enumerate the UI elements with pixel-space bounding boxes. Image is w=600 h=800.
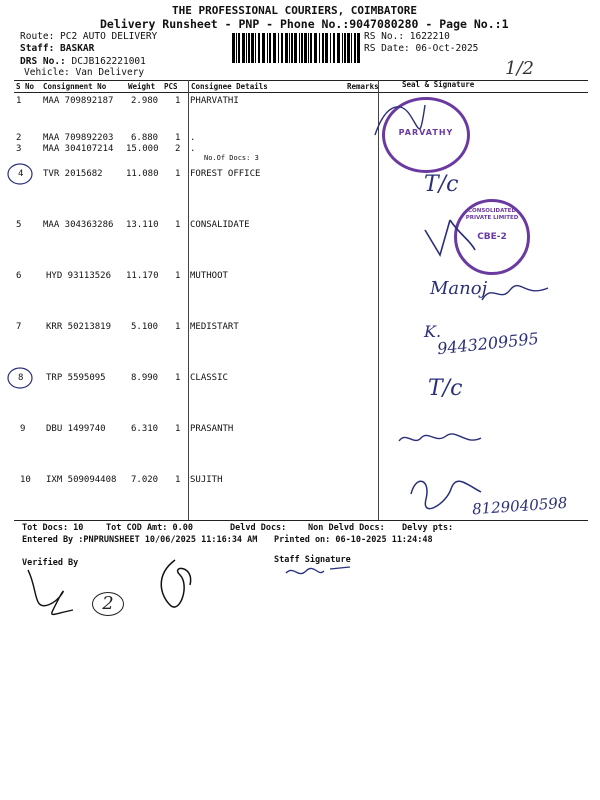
row-pcs: 1 bbox=[175, 133, 181, 143]
handwritten-phone-row7: 9443209595 bbox=[436, 328, 540, 359]
barcode-bar bbox=[289, 33, 290, 63]
row-weight: 2.980 bbox=[131, 96, 159, 106]
row-sno: 4 bbox=[18, 169, 24, 179]
row-pcs: 1 bbox=[175, 322, 181, 332]
company-title: THE PROFESSIONAL COURIERS, COIMBATORE bbox=[172, 4, 418, 17]
barcode-bar bbox=[291, 33, 293, 63]
entered-by: Entered By :PNPRUNSHEET 10/06/2025 11:16:34 AM bbox=[22, 535, 258, 545]
header-rule-top bbox=[14, 80, 588, 81]
row-consignment: MAA 709892203 bbox=[43, 133, 114, 143]
signature-row1 bbox=[370, 95, 430, 145]
row-weight: 6.880 bbox=[131, 133, 159, 143]
row-pcs: 1 bbox=[175, 220, 181, 230]
barcode-bar bbox=[330, 33, 331, 63]
barcode-bar bbox=[236, 33, 237, 63]
handwritten-circled-number bbox=[92, 592, 124, 616]
row-weight: 15.000 bbox=[126, 144, 159, 154]
barcode-bar bbox=[273, 33, 276, 63]
barcode-bar bbox=[238, 33, 240, 63]
row-weight: 8.990 bbox=[131, 373, 159, 383]
barcode-bar bbox=[285, 33, 288, 63]
handwritten-circle-row8 bbox=[6, 366, 36, 390]
barcode-bar bbox=[325, 33, 328, 63]
table-bottom-rule bbox=[14, 520, 588, 521]
barcode-bar bbox=[337, 33, 340, 63]
col-consignee: Consignee Details bbox=[191, 82, 268, 91]
barcode-bar bbox=[278, 33, 279, 63]
barcode-bar bbox=[354, 33, 356, 63]
barcode-bar bbox=[342, 33, 343, 63]
row-pcs: 1 bbox=[175, 169, 181, 179]
signature-row6 bbox=[480, 278, 550, 308]
row-consignee: CLASSIC bbox=[190, 373, 228, 383]
col-seal-signature: Seal & Signature bbox=[402, 80, 475, 89]
row-sno: 2 bbox=[16, 133, 22, 143]
row-sno: 7 bbox=[16, 322, 22, 332]
barcode-bar bbox=[299, 33, 300, 63]
col-pcs: PCS bbox=[164, 82, 178, 91]
col-consignment: Consignment No bbox=[43, 82, 107, 91]
barcode-bar bbox=[301, 33, 303, 63]
barcode-bar bbox=[322, 33, 324, 63]
handwritten-tc-row8: T/c bbox=[428, 376, 463, 401]
row-weight: 11.170 bbox=[126, 271, 159, 281]
stamp-text: PARVATHY bbox=[398, 128, 454, 137]
barcode-bar bbox=[269, 33, 271, 63]
row-consignment: IXM 509094408 bbox=[46, 475, 117, 485]
handwritten-tc-row4: T/c bbox=[424, 172, 459, 197]
barcode-bar bbox=[319, 33, 320, 63]
barcode-bar bbox=[308, 33, 309, 63]
row-consignee: SUJITH bbox=[190, 475, 223, 485]
page-mark: 1/2 bbox=[505, 58, 534, 79]
rs-date: RS Date: 06-Oct-2025 bbox=[364, 43, 479, 54]
row-consignee: PRASANTH bbox=[190, 424, 234, 434]
row-sno: 1 bbox=[16, 96, 22, 106]
total-docs: Tot Docs: 10 bbox=[22, 523, 84, 533]
row-consignment: TVR 2015682 bbox=[43, 169, 103, 179]
staff: Staff: BASKAR bbox=[20, 43, 95, 54]
row-consignee: CONSALIDATE bbox=[190, 220, 250, 230]
row-consignment: HYD 93113526 bbox=[46, 271, 112, 281]
row-sno: 10 bbox=[20, 475, 31, 485]
row-consignment: DBU 1499740 bbox=[46, 424, 106, 434]
barcode-bar bbox=[333, 33, 335, 63]
signature-row7: K. bbox=[424, 322, 442, 341]
row-consignee: FOREST OFFICE bbox=[190, 169, 261, 179]
drs-number bbox=[20, 56, 146, 67]
row-weight: 11.080 bbox=[126, 169, 159, 179]
barcode-bar bbox=[232, 33, 235, 63]
col-weight: Weight bbox=[128, 82, 156, 91]
drs-value: DCJB162221001 bbox=[71, 56, 146, 67]
row-consignee: . bbox=[190, 144, 196, 154]
printed-on: Printed on: 06-10-2025 11:24:48 bbox=[274, 535, 433, 545]
barcode-bar bbox=[248, 33, 250, 63]
row-consignment: KRR 50213819 bbox=[46, 322, 112, 332]
barcode-bar bbox=[255, 33, 256, 63]
row-consignment: TRP 5595095 bbox=[46, 373, 106, 383]
barcode-bar bbox=[310, 33, 312, 63]
barcode-bar bbox=[351, 33, 352, 63]
staff-signature bbox=[284, 563, 354, 583]
barcode-bar bbox=[246, 33, 247, 63]
row-consignee: . bbox=[190, 133, 196, 143]
header-rule-bottom bbox=[14, 92, 588, 93]
no-of-docs: No.Of Docs: 3 bbox=[204, 154, 259, 162]
row-pcs: 1 bbox=[175, 373, 181, 383]
column-divider-consignee bbox=[188, 80, 189, 520]
row-weight: 6.310 bbox=[131, 424, 159, 434]
row-weight: 7.020 bbox=[131, 475, 159, 485]
verified-by-label: Verified By bbox=[22, 558, 79, 568]
circled-number: 2 bbox=[92, 592, 124, 616]
handwritten-phone-row10: 8129040598 bbox=[471, 493, 568, 519]
col-sno: S No bbox=[16, 82, 35, 91]
handwritten-row6: Manoj bbox=[430, 278, 488, 299]
row-consignment: MAA 304363286 bbox=[43, 220, 114, 230]
signature-row5 bbox=[420, 210, 480, 260]
total-cod-amount: Tot COD Amt: 0.00 bbox=[106, 523, 193, 533]
signature-row9 bbox=[396, 426, 486, 452]
barcode-bar bbox=[281, 33, 283, 63]
runsheet-subtitle: Delivery Runsheet - PNP - Phone No.:9047080280 - Page No.:1 bbox=[100, 17, 509, 31]
row-consignment: MAA 709892187 bbox=[43, 96, 114, 106]
stamp-center: CBE-2 bbox=[477, 232, 507, 242]
barcode-bar bbox=[347, 33, 350, 63]
row-consignment: MAA 304107214 bbox=[43, 144, 114, 154]
row-pcs: 1 bbox=[175, 271, 181, 281]
barcode-bar bbox=[262, 33, 265, 63]
col-remarks: Remarks bbox=[347, 82, 379, 91]
row-pcs: 1 bbox=[175, 475, 181, 485]
drs-label: DRS No.: bbox=[20, 56, 66, 67]
row-pcs: 2 bbox=[175, 144, 181, 154]
route: Route: PC2 AUTO DELIVERY bbox=[20, 31, 158, 42]
barcode bbox=[232, 33, 360, 63]
barcode-bar bbox=[267, 33, 268, 63]
barcode-bar bbox=[304, 33, 307, 63]
column-divider-remarks bbox=[378, 80, 379, 520]
row-sno: 8 bbox=[18, 373, 24, 383]
barcode-bar bbox=[251, 33, 254, 63]
handwritten-circle-row4 bbox=[6, 162, 36, 186]
delivered-docs: Delvd Docs: bbox=[230, 523, 287, 533]
non-delivered-docs: Non Delvd Docs: bbox=[308, 523, 385, 533]
row-weight: 5.100 bbox=[131, 322, 159, 332]
row-sno: 3 bbox=[16, 144, 22, 154]
vehicle: Vehicle: Van Delivery bbox=[24, 67, 145, 78]
row-pcs: 1 bbox=[175, 424, 181, 434]
row-sno: 9 bbox=[20, 424, 26, 434]
stamp-text: CONSOLIDATED PRIVATE LIMITED bbox=[465, 208, 519, 221]
row-consignee: PHARVATHI bbox=[190, 96, 239, 106]
row-sno: 6 bbox=[16, 271, 22, 281]
row-consignee: MUTHOOT bbox=[190, 271, 228, 281]
rs-number: RS No.: 1622210 bbox=[364, 31, 450, 42]
row-weight: 13.110 bbox=[126, 220, 159, 230]
row-consignee: MEDISTART bbox=[190, 322, 239, 332]
barcode-bar bbox=[314, 33, 317, 63]
delivery-points: Delvy pts: bbox=[402, 523, 454, 533]
barcode-bar bbox=[357, 33, 360, 63]
row-sno: 5 bbox=[16, 220, 22, 230]
barcode-bar bbox=[258, 33, 260, 63]
barcode-bar bbox=[294, 33, 297, 63]
staff-signature-label: Staff Signature bbox=[274, 555, 351, 565]
verifier-signature-2 bbox=[150, 555, 200, 615]
barcode-bar bbox=[242, 33, 245, 63]
barcode-bar bbox=[344, 33, 346, 63]
row-pcs: 1 bbox=[175, 96, 181, 106]
verifier-signature bbox=[18, 560, 78, 620]
